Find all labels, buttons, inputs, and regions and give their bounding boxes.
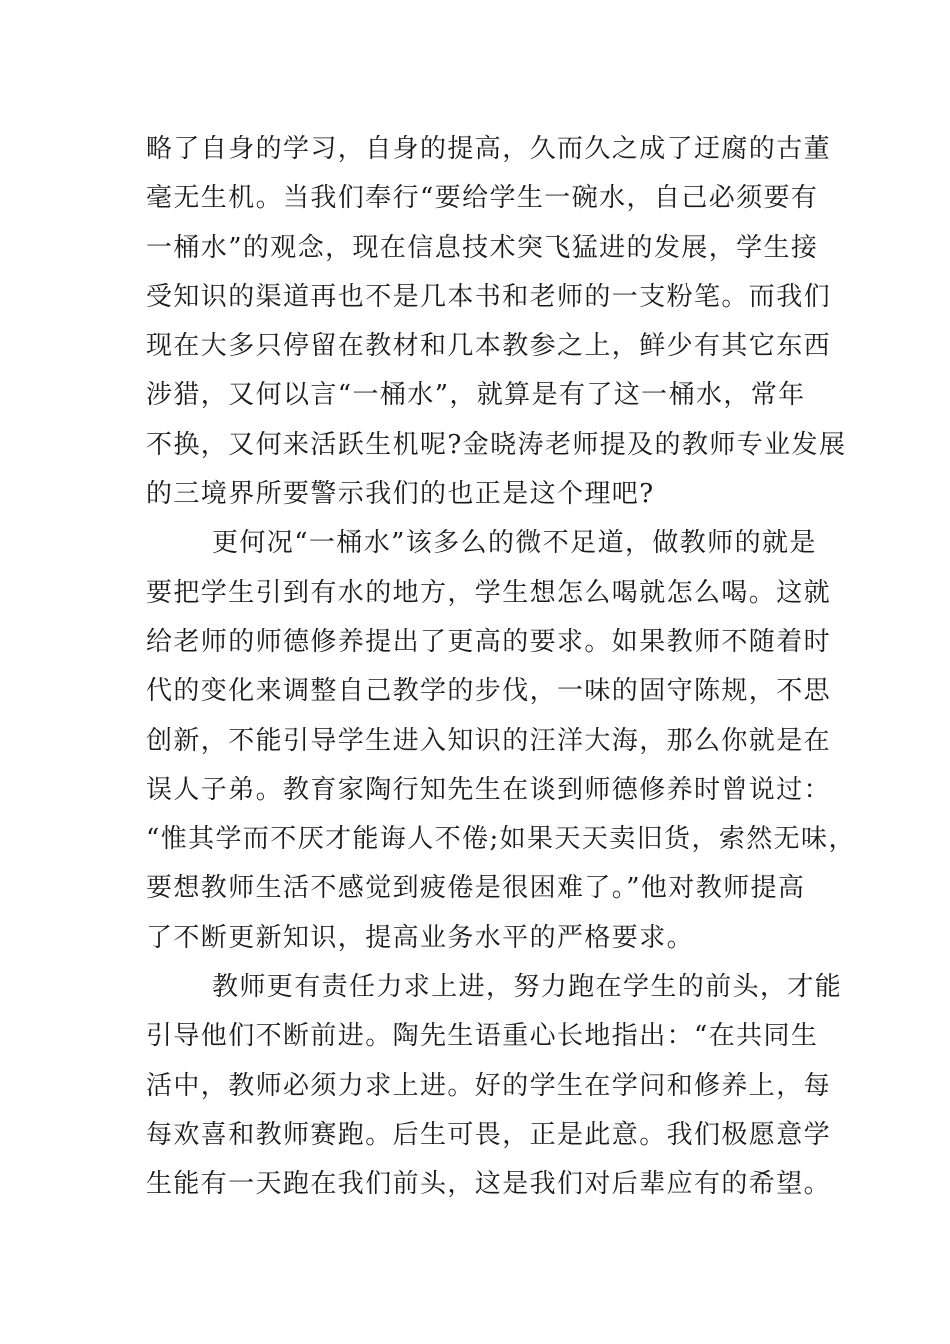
text-line: 毫无生机。当我们奉行“要给学生一碗水，自己必须要有: [146, 183, 819, 214]
body-text: [146, 125, 856, 1210]
text-line: 要想教师生活不感觉到疲倦是很困难了。”他对教师提高: [146, 873, 806, 904]
text-line: 涉猎，又何以言“一桶水”，就算是有了这一桶水，常年: [146, 380, 806, 411]
text-line: 受知识的渠道再也不是几本书和老师的一支粉笔。而我们: [146, 281, 832, 312]
text-line: 活中，教师必须力求上进。好的学生在学问和修养上，每: [146, 1070, 832, 1101]
text-line: 每欢喜和教师赛跑。后生可畏，正是此意。我们极愿意学: [146, 1119, 832, 1150]
text-line: 不换，又何来活跃生机呢?金晓涛老师提及的教师专业发展: [146, 429, 847, 460]
text-line: 了不断更新知识，提高业务水平的严格要求。: [146, 922, 695, 953]
text-line: 代的变化来调整自己教学的步伐，一味的固守陈规，不思: [146, 676, 832, 707]
text-line: 一桶水”的观念，现在信息技术突飞猛进的发展，学生接: [146, 232, 819, 263]
text-line: 现在大多只停留在教材和几本教参之上，鲜少有其它东西: [146, 331, 832, 362]
text-line: 略了自身的学习，自身的提高，久而久之成了迂腐的古董: [146, 134, 832, 164]
paragraph-start-line: 教师更有责任力求上进，努力跑在学生的前头，才能: [212, 972, 843, 1003]
text-line: 误人子弟。教育家陶行知先生在谈到师德修养时曾说过：: [146, 774, 832, 805]
text-line: 引导他们不断前进。陶先生语重心长地指出：“在共同生: [146, 1021, 819, 1052]
text-line: 给老师的师德修养提出了更高的要求。如果教师不随着时: [146, 626, 832, 657]
text-line: “惟其学而不厌才能诲人不倦;如果天天卖旧货，索然无味，: [146, 824, 856, 855]
text-line: 生能有一天跑在我们前头，这是我们对后辈应有的希望。: [146, 1169, 832, 1200]
paragraph-start-line: 更何况“一桶水”该多么的微不足道，做教师的就是: [212, 528, 817, 559]
text-line: 的三境界所要警示我们的也正是这个理吧?: [146, 479, 655, 510]
text-line: 要把学生引到有水的地方，学生想怎么喝就怎么喝。这就: [146, 577, 832, 608]
text-line: 创新，不能引导学生进入知识的汪洋大海，那么你就是在: [146, 725, 832, 756]
